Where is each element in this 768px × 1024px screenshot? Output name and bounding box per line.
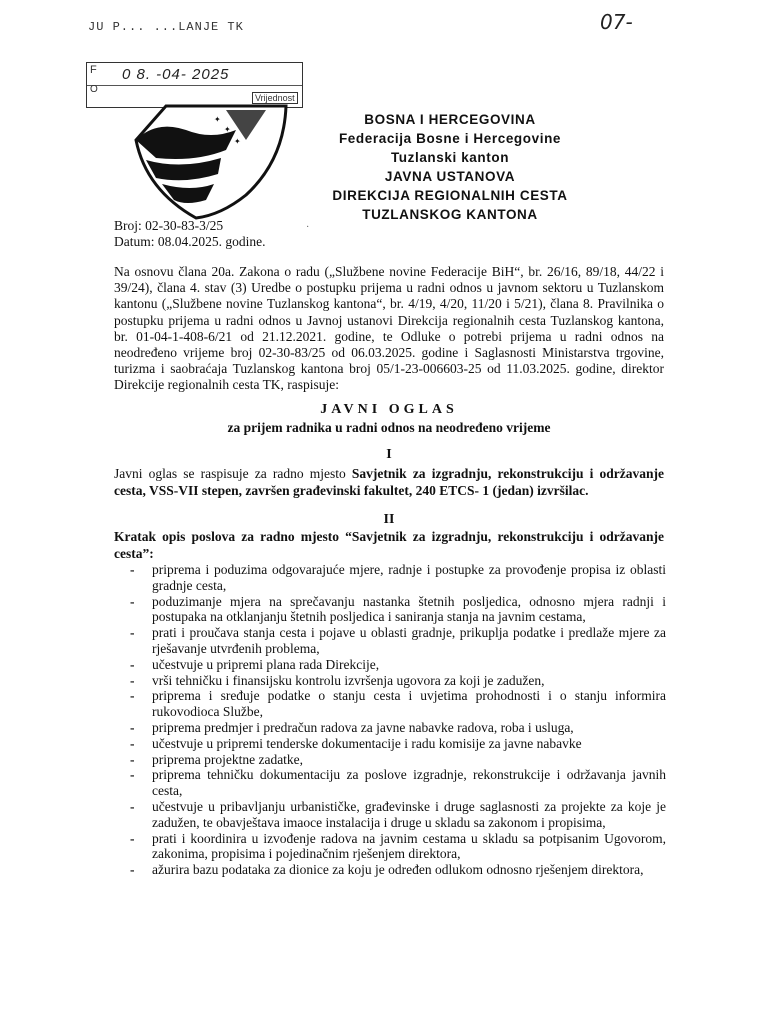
svg-text:✦: ✦ — [234, 137, 241, 146]
list-item: - vrši tehničku i finansijsku kontrolu izvršenja ugovora za koji je zadužen, — [114, 673, 666, 689]
list-item: - priprema projektne zadatke, — [114, 752, 666, 768]
list-item: - ažurira bazu podataka za dionice za koju je određen odlukom odnosno rješenjem direktora, — [114, 862, 666, 878]
svg-text:✦: ✦ — [214, 115, 221, 124]
document-date: Datum: 08.04.2025. godine. — [114, 234, 266, 249]
svg-text:✦: ✦ — [224, 125, 231, 134]
header-line: TUZLANSKOG KANTONA — [362, 207, 538, 222]
list-item: - priprema tehničku dokumentaciju za poslove izgradnje, rekonstrukcije i održavanja javnih cesta, — [114, 767, 666, 799]
header-line: Federacija Bosne i Hercegovine — [338, 131, 562, 146]
list-item: - učestvuje u pripremi plana rada Direkcije, — [114, 657, 666, 673]
list-item: - prati i koordinira u izvođenje radova na javnim cestama u skladu sa potpisanim Ugovorom, zakonima, propisima i pojedinačnim rješenjem direktora, — [114, 831, 666, 863]
stamp-f-label: F — [90, 64, 97, 76]
section-2-heading: Kratak opis poslova za radno mjesto “Savjetnik za izgradnju, rekonstrukciju i održavanje cesta”: — [114, 529, 664, 561]
section-1-text — [114, 465, 664, 499]
document-meta — [114, 218, 266, 250]
document-subtitle: za prijem radnika u radni odnos na neodređeno vrijeme — [227, 420, 551, 435]
list-item: - učestvuje u pripremi tenderske dokumentacije i radu komisije za javne nabavke — [114, 736, 666, 752]
institution-header — [280, 110, 620, 224]
section-1-text-bold: Savjetnik za izgradnju, rekonstrukciju i održavanje cesta, VSS-VII stepen, završen građevinski fakultet, 240 ETCS- 1 (jedan) izvršilac. — [114, 466, 664, 498]
duties-list — [114, 562, 666, 878]
tick-mark: · — [306, 222, 310, 233]
intro-paragraph: Na osnovu člana 20a. Zakona o radu („Službene novine Federacije BiH“, br. 26/16, 89/18, 44/22 i 39/24), člana 4. stav (3) Uredbe o postupku prijema u radni odnos u javnom sektoru u Tuzlanskom kantonu („Službene novine Tuzlanskog kantona“, br. 4/19, 4/20, 11/20 i 5/21), člana 8. Pravilnika o postupku prijema u radni odnos u Javnoj ustanovi Direkcija regionalnih cesta Tuzlanskog kantona, br. 01-04-1-408-6/21 od 21.12.2021. godine, te Odluke o potrebi prijema u radni odnos na neodređeno vrijeme broj 02-30-83/25 od 06.03.2025. godine i Saglasnosti Ministarstva trgovine, turizma i saobraćaja Tuzlanskog kantona broj 05/1-23-006603-25 od 11.03.2025. godine, direktor Direkcije regionalnih cesta TK, raspisuje: — [114, 264, 664, 393]
header-line: DIREKCIJA REGIONALNIH CESTA — [332, 188, 568, 203]
section-2-number: II — [383, 512, 395, 527]
document-number: Broj: 02-30-83-3/25 — [114, 218, 224, 233]
section-1-text-plain: Javni oglas se raspisuje za radno mjesto — [114, 466, 352, 481]
section-1-number: I — [386, 447, 392, 462]
list-item: - priprema predmjer i predračun radova za javne nabavke radova, roba i usluga, — [114, 720, 666, 736]
handwritten-number: 07- — [600, 10, 633, 34]
header-line: Tuzlanski kanton — [390, 150, 510, 165]
coat-of-arms-icon — [126, 100, 296, 220]
stamp-date: 0 8. -04- 2025 — [122, 66, 230, 83]
document-title: JAVNI OGLAS — [320, 402, 458, 417]
list-item: - prati i proučava stanja cesta i pojave u oblasti gradnje, prikuplja podatke i predlaže mjere za rješavanje utvrđenih problema, — [114, 625, 666, 657]
list-item: - učestvuje u pribavljanju urbanističke, građevinske i druge saglasnosti za projekte za koje je zadužen, te obavještava imaoce instalacija i druge u skladu sa zakonom i propisima, — [114, 799, 666, 831]
header-line: BOSNA I HERCEGOVINA — [364, 112, 536, 127]
header-line: JAVNA USTANOVA — [384, 169, 516, 184]
list-item: - priprema i sređuje podatke o stanju cesta i uvjetima prohodnosti i o stanju informira rukovodioca Službe, — [114, 688, 666, 720]
stamp-header-text: JU P... ...LANJE TK — [88, 20, 244, 34]
list-item: - poduzimanje mjera na sprečavanju nastanka štetnih posljedica, odnosno mjera radnji i postupaka na otklanjanju štetnih posljedica i saniranja stanja na javnim cestama, — [114, 594, 666, 626]
list-item: - priprema i poduzima odgovarajuće mjere, radnje i postupke za provođenje propisa iz oblasti gradnje cesta, — [114, 562, 666, 594]
stamp-o-label: O — [90, 84, 98, 95]
stamp-vrijednost-label: Vrijednost — [252, 92, 298, 104]
